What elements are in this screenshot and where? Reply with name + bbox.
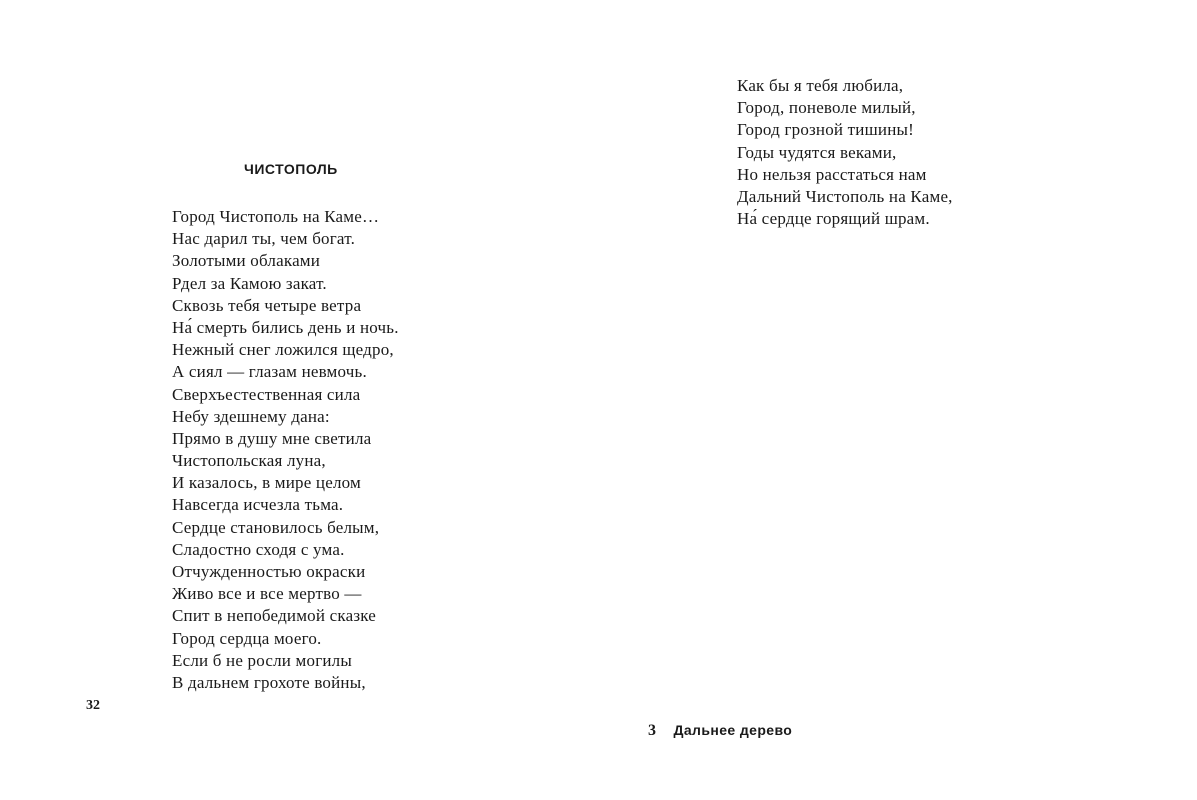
poem-line: Если б не росли могилы [172, 650, 352, 670]
poem-line: Город грозной тишины! [737, 120, 914, 140]
poem-line: На́ смерть бились день и ночь. [172, 317, 399, 337]
poem-line: А сиял — глазам невмочь. [172, 362, 367, 382]
poem-line: Небу здешнему дана: [172, 406, 330, 426]
poem-line: Спит в непобедимой сказке [172, 606, 377, 626]
poem-line: Но нельзя расстаться нам [737, 164, 927, 184]
poem-line: И казалось, в мире целом [172, 473, 361, 493]
poem-line: Дальний Чистополь на Каме, [737, 186, 953, 206]
poem-line: Как бы я тебя любила, [737, 76, 904, 95]
poem-line: Сердце становилось белым, [172, 517, 380, 537]
poem-line: Рдел за Камою закат. [172, 273, 327, 293]
poem-text-left [172, 206, 399, 694]
poem-line: На́ сердце горящий шрам. [737, 209, 930, 229]
poem-line: Город, поневоле милый, [737, 98, 916, 118]
poem-line: Сладостно сходя с ума. [172, 539, 345, 559]
left-page [0, 0, 598, 800]
poem-line: Золотыми облаками [172, 251, 321, 271]
signature-footer [648, 722, 792, 740]
poem-line: В дальнем грохоте войны, [172, 672, 366, 692]
poem-line: Сквозь тебя четыре ветра [172, 295, 362, 315]
book-title: Дальнее дерево [673, 722, 793, 738]
page-number: 32 [86, 698, 100, 713]
poem-line: Живо все и все мертво — [172, 584, 362, 604]
poem-line: Нежный снег ложился щедро, [172, 340, 394, 360]
poem-line: Сверхъестественная сила [172, 384, 361, 404]
poem-line: Город Чистополь на Каме… [172, 207, 380, 226]
poem-line: Навсегда исчезла тьма. [172, 495, 344, 515]
poem-line: Годы чудятся веками, [737, 142, 897, 162]
right-page [598, 0, 1197, 800]
poem-line: Чистопольская луна, [172, 451, 326, 471]
poem-title: ЧИСТОПОЛЬ [244, 161, 338, 177]
poem-line: Город сердца моего. [172, 628, 322, 648]
poem-line: Отчужденностью окраски [172, 562, 366, 581]
signature-number: 3 [648, 722, 656, 739]
poem-line: Нас дарил ты, чем богат. [172, 229, 356, 249]
poem-text-right [737, 75, 953, 230]
poem-line: Прямо в душу мне светила [172, 428, 372, 448]
